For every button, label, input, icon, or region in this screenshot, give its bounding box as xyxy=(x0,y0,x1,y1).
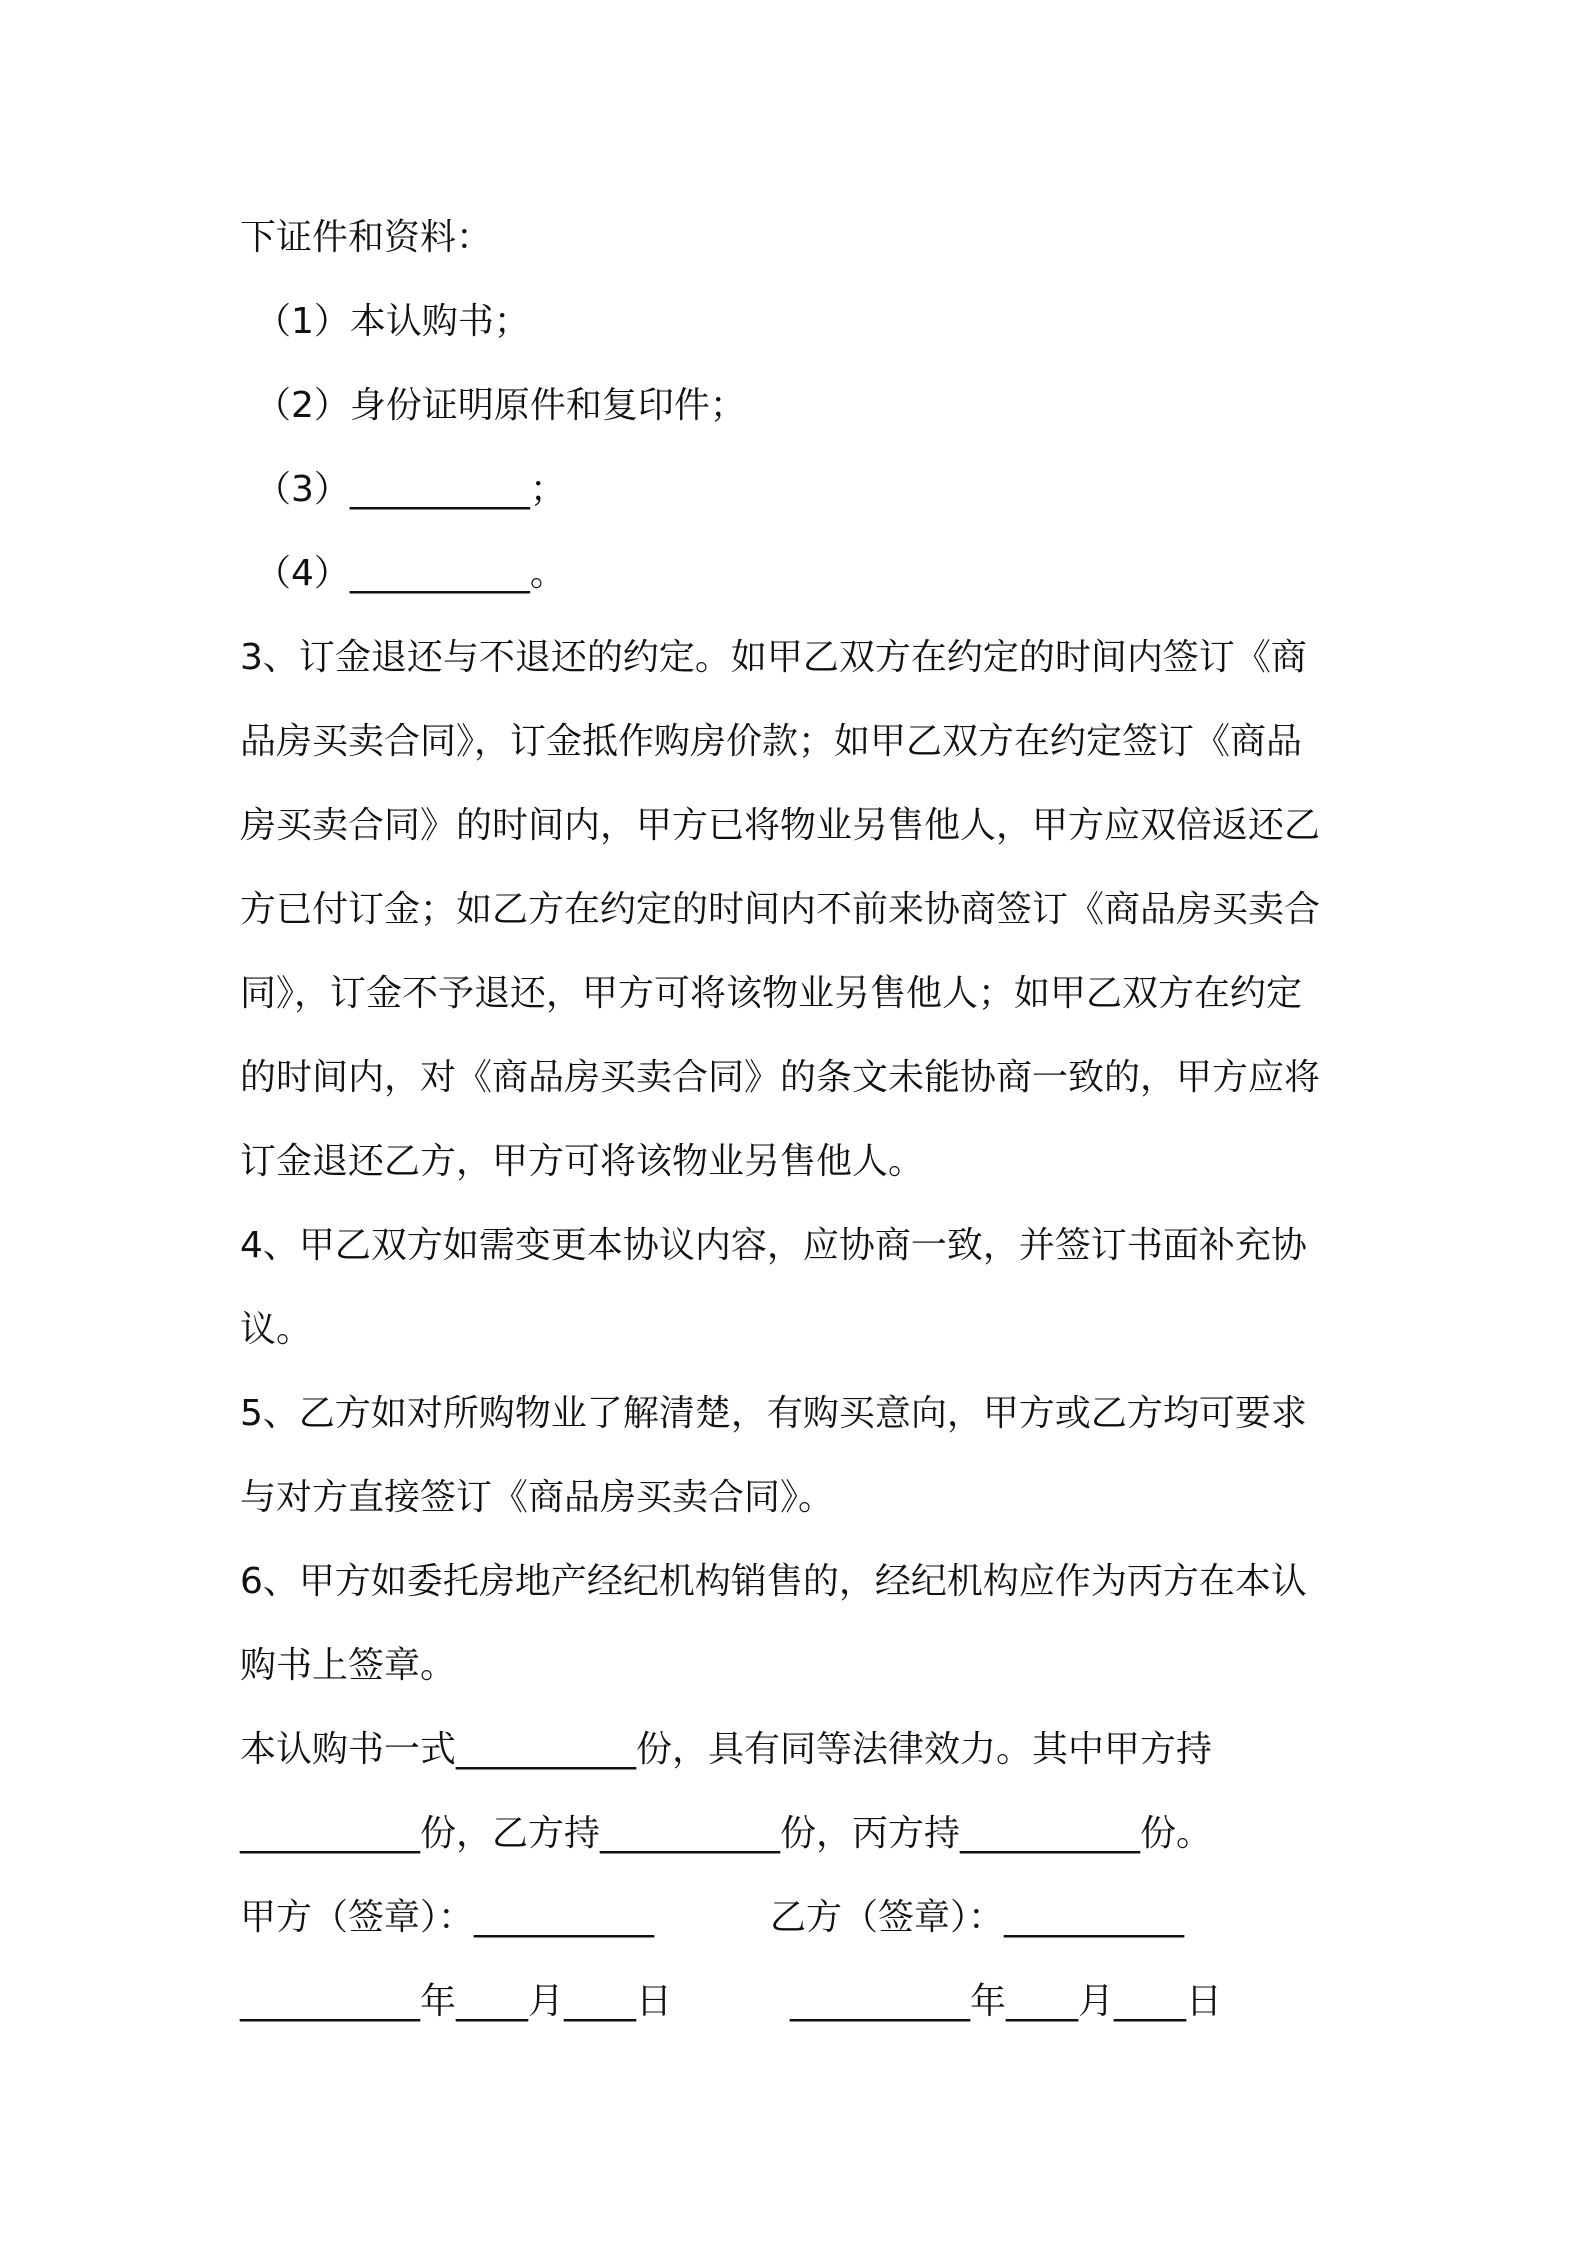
clause-line: 3、订金退还与不退还的约定。如甲乙双方在约定的时间内签订《商 xyxy=(240,637,1307,678)
clause-line: 订金退还乙方，甲方可将该物业另售他人。 xyxy=(240,1141,925,1182)
clause-3 xyxy=(240,616,1360,1204)
copies-line: __________份，乙方持__________份，丙方持__________份。 xyxy=(240,1813,1213,1854)
clause-line: 房买卖合同》的时间内，甲方已将物业另售他人，甲方应双倍返还乙 xyxy=(240,805,1321,846)
party-a-signature: 甲方（签章）：__________ xyxy=(240,1897,655,1938)
copies-line: 本认购书一式__________份，具有同等法律效力。其中甲方持 xyxy=(240,1729,1213,1770)
party-b-signature: 乙方（签章）：__________ xyxy=(770,1897,1185,1938)
clause-line: 的时间内，对《商品房买卖合同》的条文未能协商一致的，甲方应将 xyxy=(240,1057,1321,1098)
clause-line: 购书上签章。 xyxy=(240,1645,457,1686)
clause-line: 方已付订金；如乙方在约定的时间内不前来协商签订《商品房买卖合 xyxy=(240,889,1321,930)
clause-line: 6、甲方如委托房地产经纪机构销售的，经纪机构应作为丙方在本认 xyxy=(240,1561,1307,1602)
signature-row xyxy=(240,1876,1360,1960)
party-a-date: __________年____月____日 xyxy=(240,1981,672,2022)
clause-line: 议。 xyxy=(240,1309,313,1350)
list-item: （4）__________。 xyxy=(255,553,566,594)
clause-line: 品房买卖合同》，订金抵作购房价款；如甲乙双方在约定签订《商品 xyxy=(240,721,1303,762)
clause-line: 与对方直接签订《商品房买卖合同》。 xyxy=(240,1477,835,1518)
list-item: （2）身份证明原件和复印件； xyxy=(255,385,746,426)
list-item: （3）__________； xyxy=(255,469,566,510)
copies-clause xyxy=(240,1708,1360,1876)
clause-line: 4、甲乙双方如需变更本协议内容，应协商一致，并签订书面补充协 xyxy=(240,1225,1307,1266)
clause-line: 5、乙方如对所购物业了解清楚，有购买意向，甲方或乙方均可要求 xyxy=(240,1393,1307,1434)
document-body xyxy=(240,196,1360,2044)
date-row xyxy=(240,1960,1360,2044)
document-list xyxy=(240,280,1360,616)
clause-line: 同》，订金不予退还，甲方可将该物业另售他人；如甲乙双方在约定 xyxy=(240,973,1303,1014)
intro-line: 下证件和资料： xyxy=(240,217,493,258)
clause-5 xyxy=(240,1372,1360,1540)
clause-6 xyxy=(240,1540,1360,1708)
clause-4 xyxy=(240,1204,1360,1372)
party-b-date: __________年____月____日 xyxy=(790,1981,1222,2022)
list-item: （1）本认购书； xyxy=(255,301,530,342)
